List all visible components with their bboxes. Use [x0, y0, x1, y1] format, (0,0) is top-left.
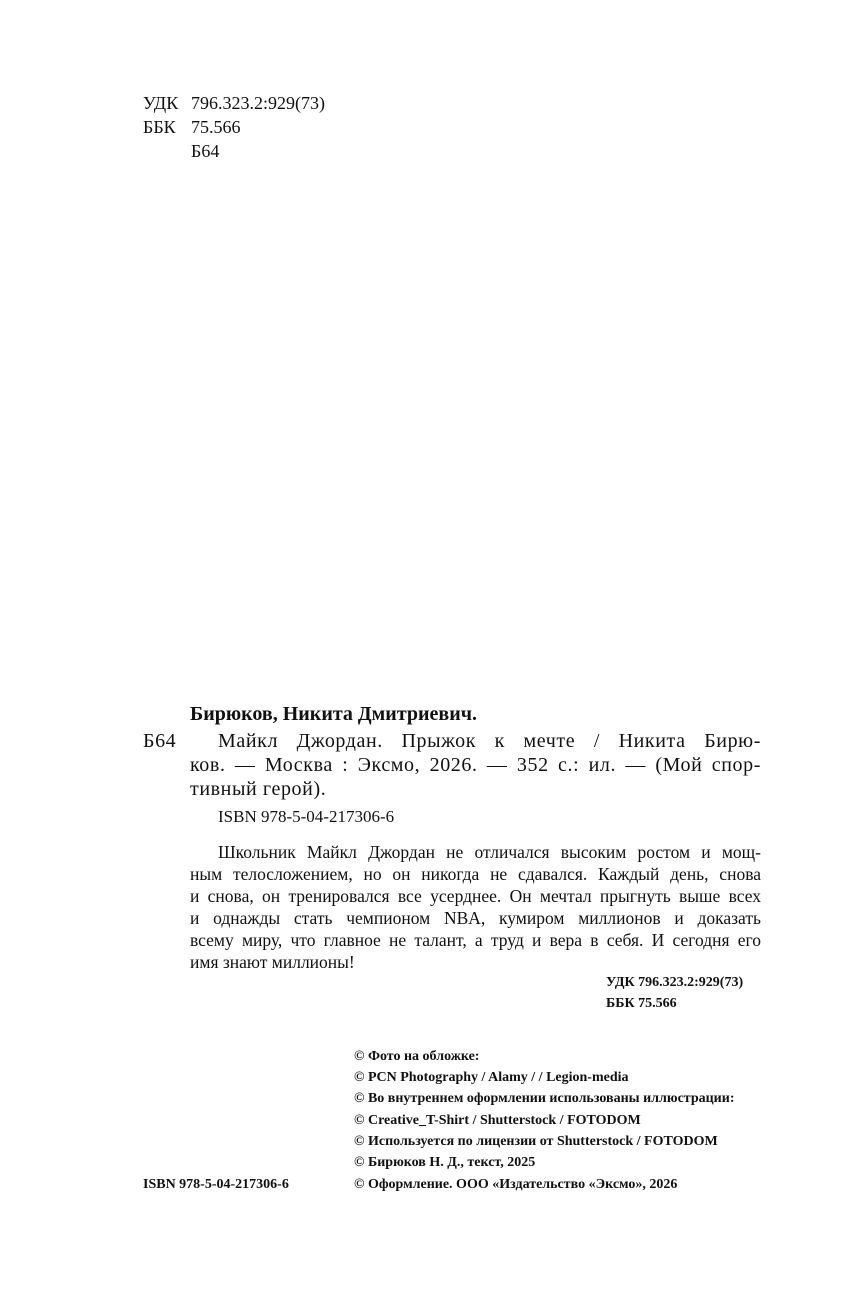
copyright-line: © Во внутреннем оформлении использованы иллюстрации: — [354, 1091, 735, 1106]
copyright-line: © Оформление. ООО «Издательство «Эксмо», 2026 — [354, 1177, 678, 1192]
description-line: Майкл Джордан. Прыжок к мечте / Никита Бирю- — [218, 730, 761, 752]
annotation-line: ным телосложением, но он никогда не сдавался. Каждый день, снова — [190, 864, 761, 884]
description-line: тивный герой). — [190, 778, 327, 800]
description-line: ков. — Москва : Эксмо, 2026. — 352 с.: ил. — (Мой спор- — [190, 754, 761, 776]
author-mark-top: Б64 — [191, 141, 220, 161]
udk-value: 796.323.2:929(73) — [191, 93, 325, 113]
author-heading: Бирюков, Никита Дмитриевич. — [190, 703, 478, 725]
annotation-line: всему миру, что главное не талант, а труд и вера в себя. И сегодня его — [190, 930, 761, 950]
footer-isbn: ISBN 978-5-04-217306-6 — [143, 1177, 289, 1192]
copyright-line: © Используется по лицензии от Shutterstock / FOTODOM — [354, 1134, 718, 1149]
isbn-main: ISBN 978-5-04-217306-6 — [218, 807, 395, 826]
bbk-value: 75.566 — [191, 117, 241, 137]
udk-label: УДК — [143, 93, 179, 113]
bbk-label: ББК — [143, 117, 176, 137]
udk-bottom: УДК 796.323.2:929(73) — [606, 975, 744, 990]
annotation-line: Школьник Майкл Джордан не отличался высоким ростом и мощ- — [218, 842, 761, 862]
author-mark: Б64 — [143, 730, 177, 752]
copyright-line: © Бирюков Н. Д., текст, 2025 — [354, 1155, 536, 1170]
copyright-line: © Creative_T-Shirt / Shutterstock / FOTODOM — [354, 1113, 641, 1128]
annotation-line: и однажды стать чемпионом NBA, кумиром миллионов и доказать — [190, 908, 761, 928]
annotation-line: имя знают миллионы! — [190, 952, 355, 972]
bbk-bottom: ББК 75.566 — [606, 996, 677, 1011]
copyright-line: © Фото на обложке: — [354, 1049, 480, 1064]
copyright-line: © PCN Photography / Alamy / / Legion-media — [354, 1070, 629, 1085]
annotation-line: и снова, он тренировался все усерднее. Он мечтал прыгнуть выше всех — [190, 886, 761, 906]
